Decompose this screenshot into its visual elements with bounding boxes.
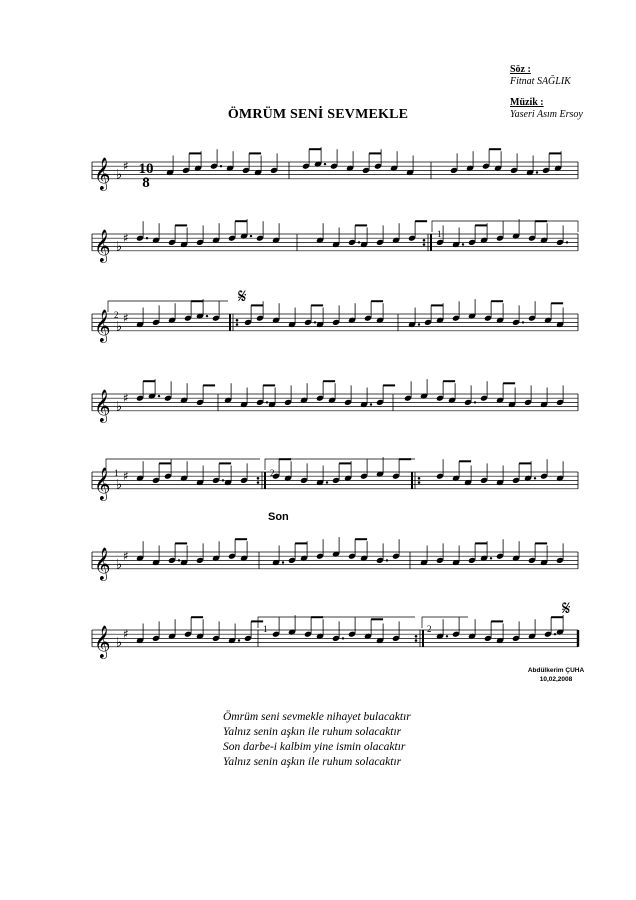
lyrics-line: Ömrüm seni sevmekle nihayet bulacaktır [223,711,411,723]
key-flat-icon: ♭ [116,399,123,415]
repeat-dot [415,639,418,642]
treble-clef-icon: 𝄞 [94,308,111,342]
dot [386,559,388,561]
dot [158,395,160,397]
volta-2-number: 2 [427,624,432,634]
treble-clef-icon: 𝄞 [94,156,111,190]
dot [146,237,148,239]
volta-1-number: 1 [114,468,119,478]
dot [206,315,208,317]
dot [446,635,448,637]
time-signature-top: 10 [138,161,154,177]
arranger-date: 10,02,2008 [539,676,573,683]
dot [342,637,344,639]
arranger-credit [516,666,596,684]
lyricist-label: Söz : [510,64,531,75]
composer-label: Müzik : [510,97,544,108]
key-flat-icon: ♭ [116,167,123,183]
dot [474,401,476,403]
volta-2-number: 2 [270,468,275,478]
treble-clef-icon: 𝄞 [94,546,111,580]
key-sharp-icon: ♯ [123,159,129,174]
repeat-dot [236,319,239,322]
dot [324,163,326,165]
key-flat-icon: ♭ [116,557,123,573]
time-signature-bottom: 8 [142,175,150,191]
dot [266,401,268,403]
key-sharp-icon: ♯ [123,311,129,326]
lyricist-name: Fitnat SAĞLIK [510,76,571,87]
dot [222,479,224,481]
repeat-dot [257,477,260,480]
key-sharp-icon: ♯ [123,549,129,564]
treble-clef-icon: 𝄞 [94,228,111,262]
lyrics-line: Yalnız senin aşkın ile ruhum solacaktır [223,726,402,738]
repeat-dot [418,477,421,480]
key-sharp-icon: ♯ [123,391,129,406]
dot [178,559,180,561]
dot [554,633,556,635]
dot [534,477,536,479]
fine-label: Son [268,511,289,523]
volta-bracket [265,459,415,470]
volta-bracket [432,221,578,232]
dot [282,561,284,563]
song-title: ÖMRÜM SENİ SEVMEKLE [227,107,409,122]
treble-clef-icon: 𝄞 [94,466,111,500]
segno-sign: 𝄋 [238,284,247,308]
dot [566,241,568,243]
repeat-dot [236,323,239,326]
dot [536,171,538,173]
key-sharp-icon: ♯ [123,469,129,484]
dot [220,165,222,167]
volta-1-number: 1 [437,229,442,239]
key-sharp-icon: ♯ [123,627,129,642]
dot [314,321,316,323]
dot [418,323,420,325]
arranger-name: Abdülkerim ÇUHA [527,667,585,674]
key-flat-icon: ♭ [116,239,123,255]
key-flat-icon: ♭ [116,477,123,493]
dot [358,241,360,243]
volta-1-number: 1 [263,624,268,634]
volta-bracket [106,459,260,470]
lyrics-line: Son darbe-i kalbim yine ismin olacaktır [223,741,406,753]
volta-2-number: 2 [114,310,119,320]
dot [250,235,252,237]
repeat-dot [415,635,418,638]
dot [490,557,492,559]
dot [238,639,240,641]
repeat-dot [418,481,421,484]
key-flat-icon: ♭ [116,635,123,651]
lyrics-line: Yalnız senin aşkın ile ruhum solacaktır [223,756,402,768]
lyrics-block [223,710,411,770]
dot [370,403,372,405]
repeat-dot [423,243,426,246]
key-flat-icon: ♭ [116,319,123,335]
repeat-dot [257,481,260,484]
treble-clef-icon: 𝄞 [94,624,111,658]
treble-clef-icon: 𝄞 [94,388,111,422]
dot [522,321,524,323]
repeat-dot [423,239,426,242]
segno-sign: 𝄋 [562,596,571,620]
dot [462,243,464,245]
volta-bracket [258,617,415,628]
dot [326,481,328,483]
composer-name: Yaseri Asım Ersoy [510,109,583,120]
key-sharp-icon: ♯ [123,231,129,246]
